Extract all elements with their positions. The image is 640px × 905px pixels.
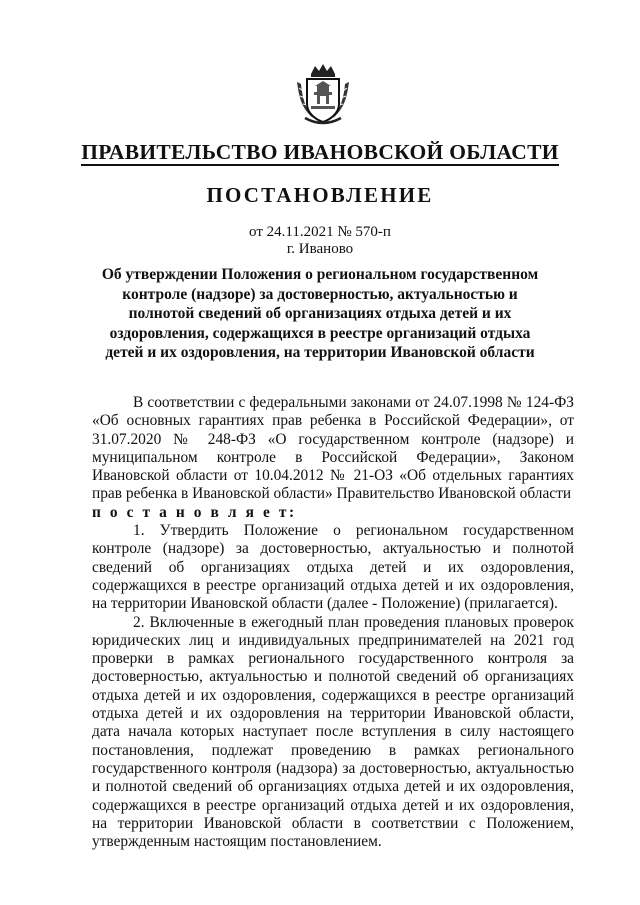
city: г. Иваново [286,241,354,257]
coat-of-arms-icon [293,62,353,126]
decree-line [92,504,574,522]
government-title: ПРАВИТЕЛЬСТВО ИВАНОВСКОЙ ОБЛАСТИ [81,140,559,164]
document-title: Об утверждении Положения о региональном государственном контроле (надзоре) за достоверностью, актуальностью и полнотой сведений об организациях отдыха детей и их оздоровления, содержащихся в реестре организаций отдыха детей и их оздоровления, на территории Ивановской области [101,266,539,361]
preamble: В соответствии с федеральными законами от 24.07.1998 № 124-ФЗ «Об основных гарантиях прав ребенка в Российской Федерации», от 31.07.2020 № 248-ФЗ «О государственном контроле (надзоре) и муниципальном контроле в Российской Федерации», Законом Ивановской области от 10.04.2012 № 21-ОЗ «Об отдельных гарантиях прав ребенка в Ивановской области» Правительство Ивановской области [92,394,574,503]
paragraph-1: 1. Утвердить Положение о региональном государственном контроле (надзоре) за достоверностью, актуальностью и полнотой сведений об организациях отдыха детей и их оздоровления, содержащихся в реестре организаций отдыха детей и их оздоровления, на территории Ивановской области (далее - Положение) (прилагается). [92,522,574,613]
document-type: ПОСТАНОВЛЕНИЕ [206,183,434,207]
paragraph-2: 2. Включенные в ежегодный план проведения плановых проверок юридических лиц и индивидуальных предпринимателей на 2021 год проверки в рамках регионального государственного контроля за достоверностью, актуальностью и полнотой сведений об организациях отдыха детей и их оздоровления, содержащихся в реестре организаций отдыха детей и их оздоровления на территории Ивановской области, дата начала которых наступает после вступления в силу настоящего постановления, подлежат проведению в рамках регионального государственного контроля (надзора) за достоверностью, актуальностью и полнотой сведений об организациях отдыха детей и их оздоровления, содержащихся в реестре организаций отдыха детей и их оздоровления, на территории Ивановской области в соответствии с Положением, утвержденным настоящим постановлением. [92,613,574,851]
document-meta [0,224,640,258]
date-number: от 24.11.2021 № 570-п [249,224,391,240]
decree-word: п о с т а н о в л я е т: [92,503,297,521]
document-body [92,394,574,851]
